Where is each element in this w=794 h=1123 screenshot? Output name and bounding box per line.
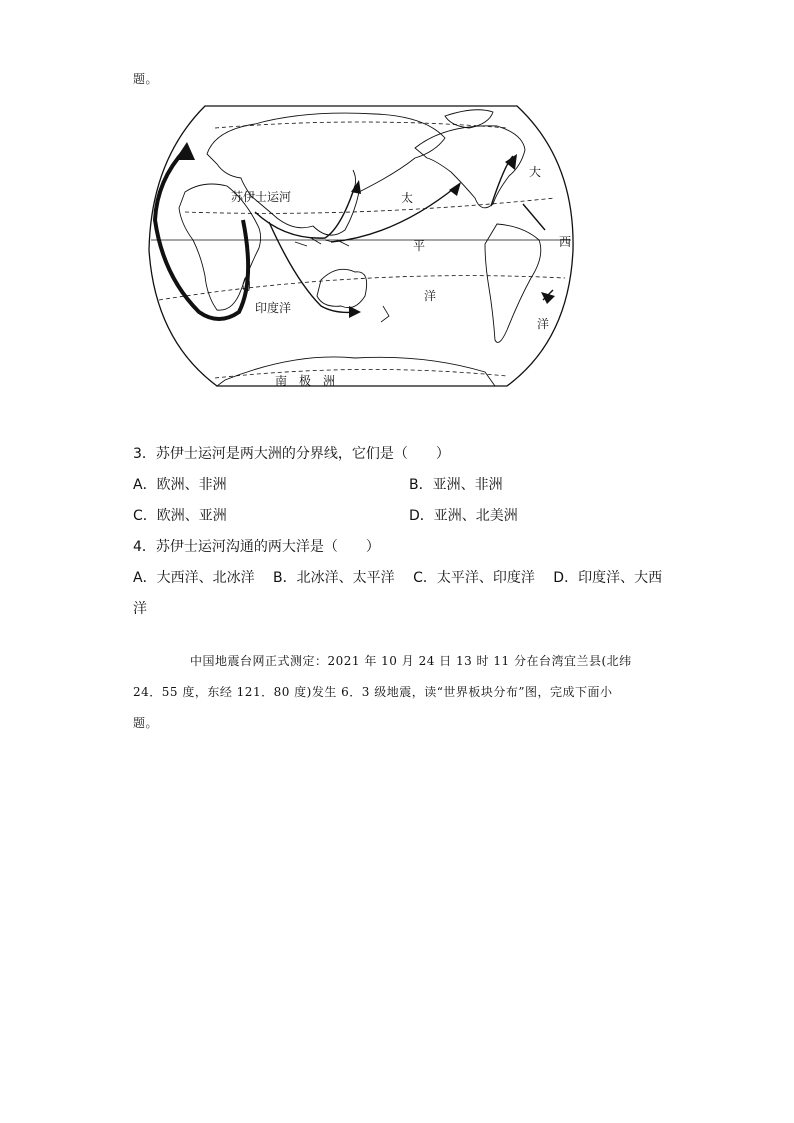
question-3-option-d[interactable]: D．亚洲、北美洲 <box>409 508 518 524</box>
passage-line-1: 中国地震台网正式测定：2021 年 10 月 24 日 13 时 11 分在台湾宜兰县(北纬 <box>190 654 632 668</box>
label-suez-canal: 苏伊士运河 <box>231 190 292 204</box>
question-4-stem: 4．苏伊士运河沟通的两大洋是（ ） <box>133 539 380 555</box>
north-america-outline <box>415 126 525 208</box>
question-3-option-c[interactable]: C．欧洲、亚洲 <box>133 508 227 524</box>
cape-route-arrowhead <box>175 142 195 160</box>
label-pacific-1: 太 <box>401 191 414 205</box>
label-pacific-3: 洋 <box>424 289 437 303</box>
new-zealand-outline <box>381 306 389 322</box>
label-atlantic-2: 西 <box>559 235 572 249</box>
label-antarctica: 南 极 洲 <box>275 374 336 388</box>
australia-outline <box>317 269 367 307</box>
route-north-atlantic <box>523 204 545 230</box>
label-indian-ocean: 印度洋 <box>255 301 292 315</box>
eurasia-outline <box>207 113 445 235</box>
passage-line-2: 24．55 度，东经 121．80 度)发生 6．3 级地震，读“世界板块分布”图，完成下面小 <box>133 685 613 699</box>
antarctic-circle-line <box>215 369 507 378</box>
question-3-option-b[interactable]: B．亚洲、非洲 <box>409 477 503 493</box>
route-east-asia-arrowhead <box>351 180 361 194</box>
route-to-australia <box>269 222 355 312</box>
label-atlantic-1: 大 <box>529 165 542 179</box>
south-america-outline <box>485 224 541 342</box>
route-north-america-arrowhead <box>449 182 461 196</box>
route-atlantic-arrowhead <box>505 154 517 170</box>
label-pacific-2: 平 <box>413 239 426 253</box>
tropic-capricorn-line <box>159 276 565 300</box>
question-4-options[interactable]: A．大西洋、北冰洋 B．北冰洋、太平洋 C．太平洋、印度洋 D．印度洋、大西 <box>133 570 663 586</box>
label-atlantic-3: 洋 <box>537 317 550 331</box>
map-frame <box>149 106 573 386</box>
question-3-stem: 3．苏伊士运河是两大洲的分界线，它们是（ ） <box>133 446 450 462</box>
previous-text-fragment: 题。 <box>133 72 159 86</box>
passage-line-3: 题。 <box>133 716 159 730</box>
route-south-atlantic-arrowhead <box>541 292 555 304</box>
world-map-figure <box>145 100 577 392</box>
indonesia-islands <box>295 238 349 246</box>
route-to-north-america <box>331 186 457 242</box>
route-australia-arrowhead <box>349 306 361 318</box>
question-4-options-wrap: 洋 <box>133 601 147 617</box>
question-3-option-a[interactable]: A．欧洲、非洲 <box>133 477 227 493</box>
